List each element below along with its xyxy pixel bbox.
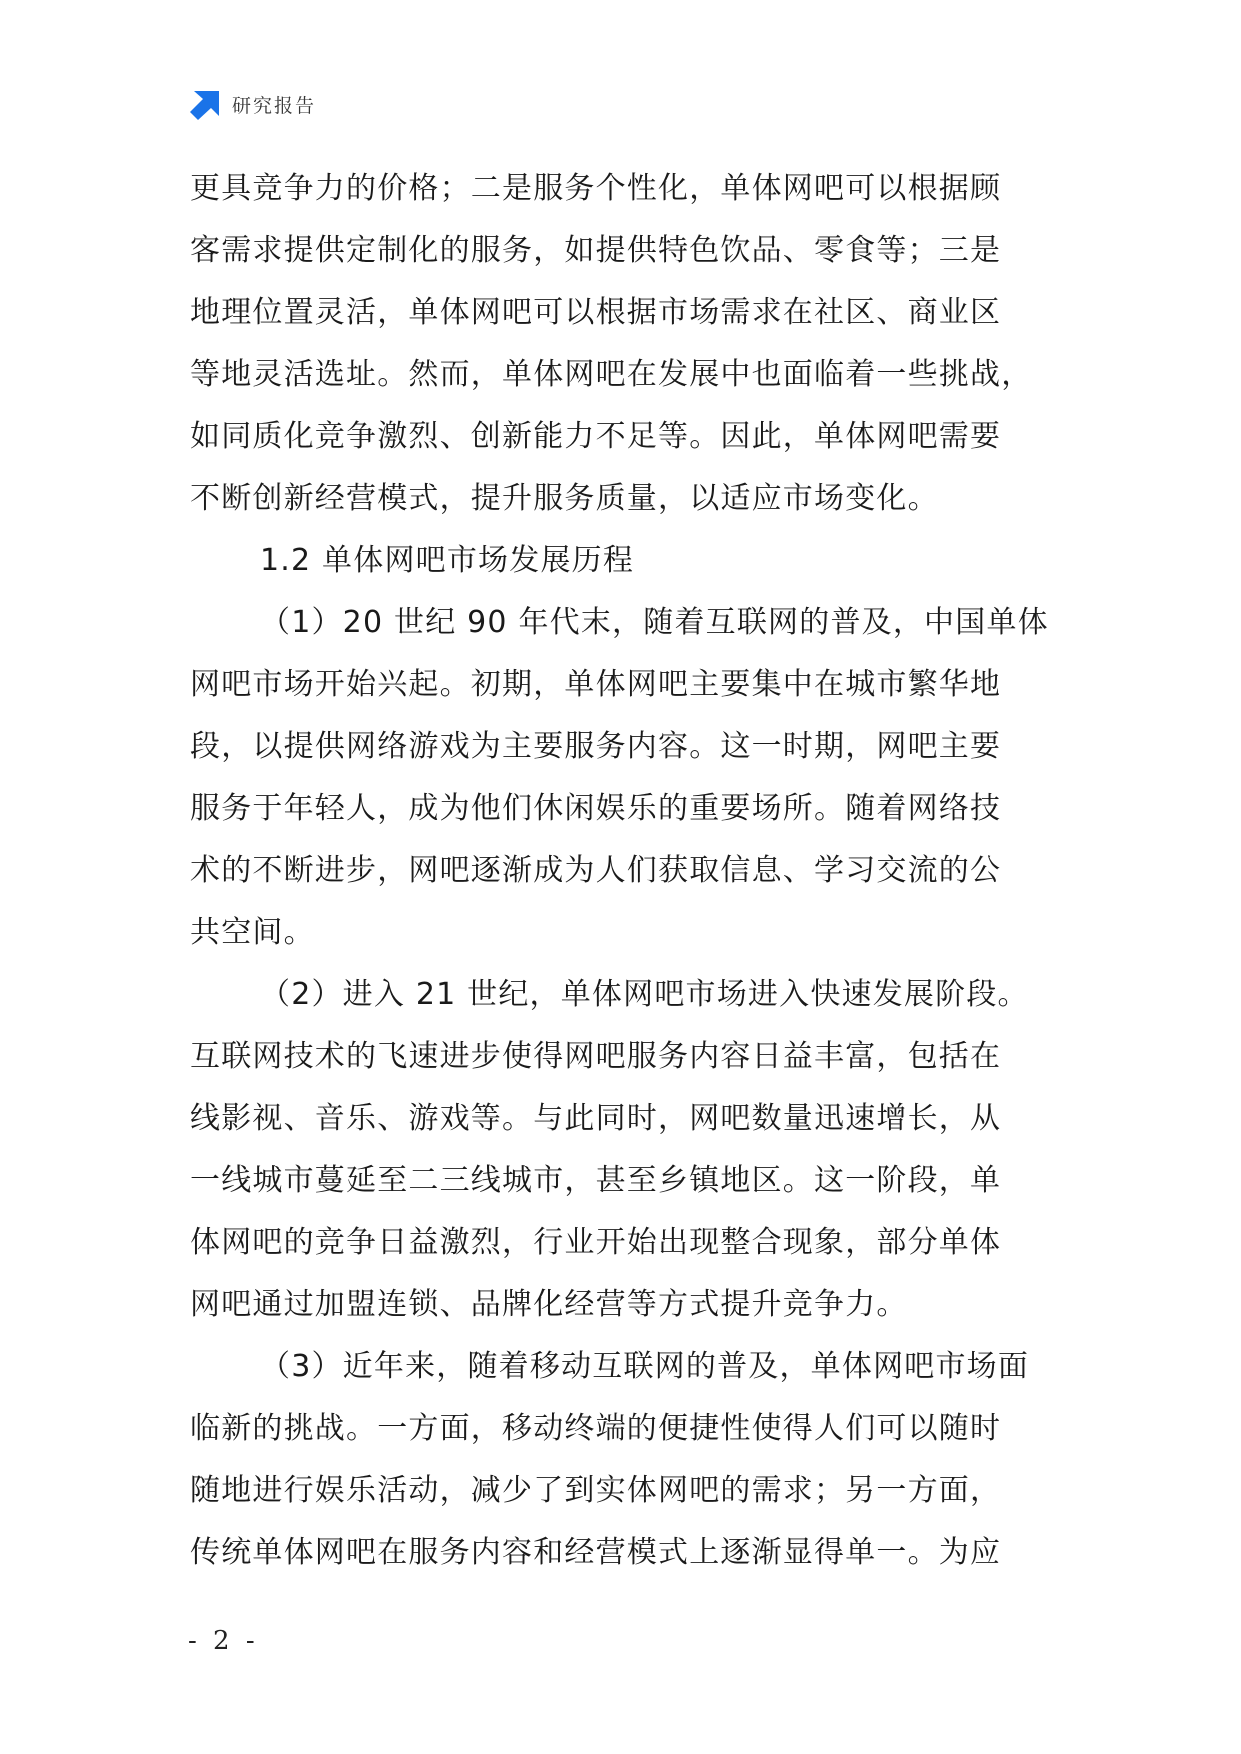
text-line: 互联网技术的飞速进步使得网吧服务内容日益丰富，包括在 [190,1039,1002,1074]
text-line: 更具竞争力的价格；二是服务个性化，单体网吧可以根据顾 [190,171,1002,206]
text-line: 不断创新经营模式，提升服务质量，以适应市场变化。 [190,481,939,516]
text-line: 传统单体网吧在服务内容和经营模式上逐渐显得单一。为应 [190,1535,1002,1570]
page-header [190,88,316,120]
text-line: 地理位置灵活，单体网吧可以根据市场需求在社区、商业区 [190,295,1002,330]
text-line: （2）进入 21 世纪，单体网吧市场进入快速发展阶段。 [260,977,1029,1012]
section-heading: 1.2 单体网吧市场发展历程 [260,543,635,578]
text-line: 临新的挑战。一方面，移动终端的便捷性使得人们可以随时 [190,1411,1002,1446]
text-line: （1）20 世纪 90 年代末，随着互联网的普及，中国单体 [260,605,1049,640]
text-line: 线影视、音乐、游戏等。与此同时，网吧数量迅速增长，从 [190,1101,1002,1136]
text-line: 一线城市蔓延至二三线城市，甚至乡镇地区。这一阶段，单 [190,1163,1002,1198]
page-number: - 2 - [188,1626,259,1656]
text-line: 网吧市场开始兴起。初期，单体网吧主要集中在城市繁华地 [190,667,1002,702]
text-line: 等地灵活选址。然而，单体网吧在发展中也面临着一些挑战， [190,357,1033,392]
text-line: 客需求提供定制化的服务，如提供特色饮品、零食等；三是 [190,233,1002,268]
arrow-up-right-icon [190,88,222,120]
text-line: 随地进行娱乐活动，减少了到实体网吧的需求；另一方面， [190,1473,1002,1508]
text-line: （3）近年来，随着移动互联网的普及，单体网吧市场面 [260,1349,1030,1384]
text-line: 如同质化竞争激烈、创新能力不足等。因此，单体网吧需要 [190,419,1002,454]
text-line: 共空间。 [190,915,315,950]
text-line: 网吧通过加盟连锁、品牌化经营等方式提升竞争力。 [190,1287,908,1322]
text-line: 体网吧的竞争日益激烈，行业开始出现整合现象，部分单体 [190,1225,1002,1260]
text-line: 术的不断进步，网吧逐渐成为人们获取信息、学习交流的公 [190,853,1002,888]
text-line: 段，以提供网络游戏为主要服务内容。这一时期，网吧主要 [190,729,1002,764]
body-text [190,158,1070,1584]
header-title: 研究报告 [232,94,317,117]
text-line: 服务于年轻人，成为他们休闲娱乐的重要场所。随着网络技 [190,791,1002,826]
